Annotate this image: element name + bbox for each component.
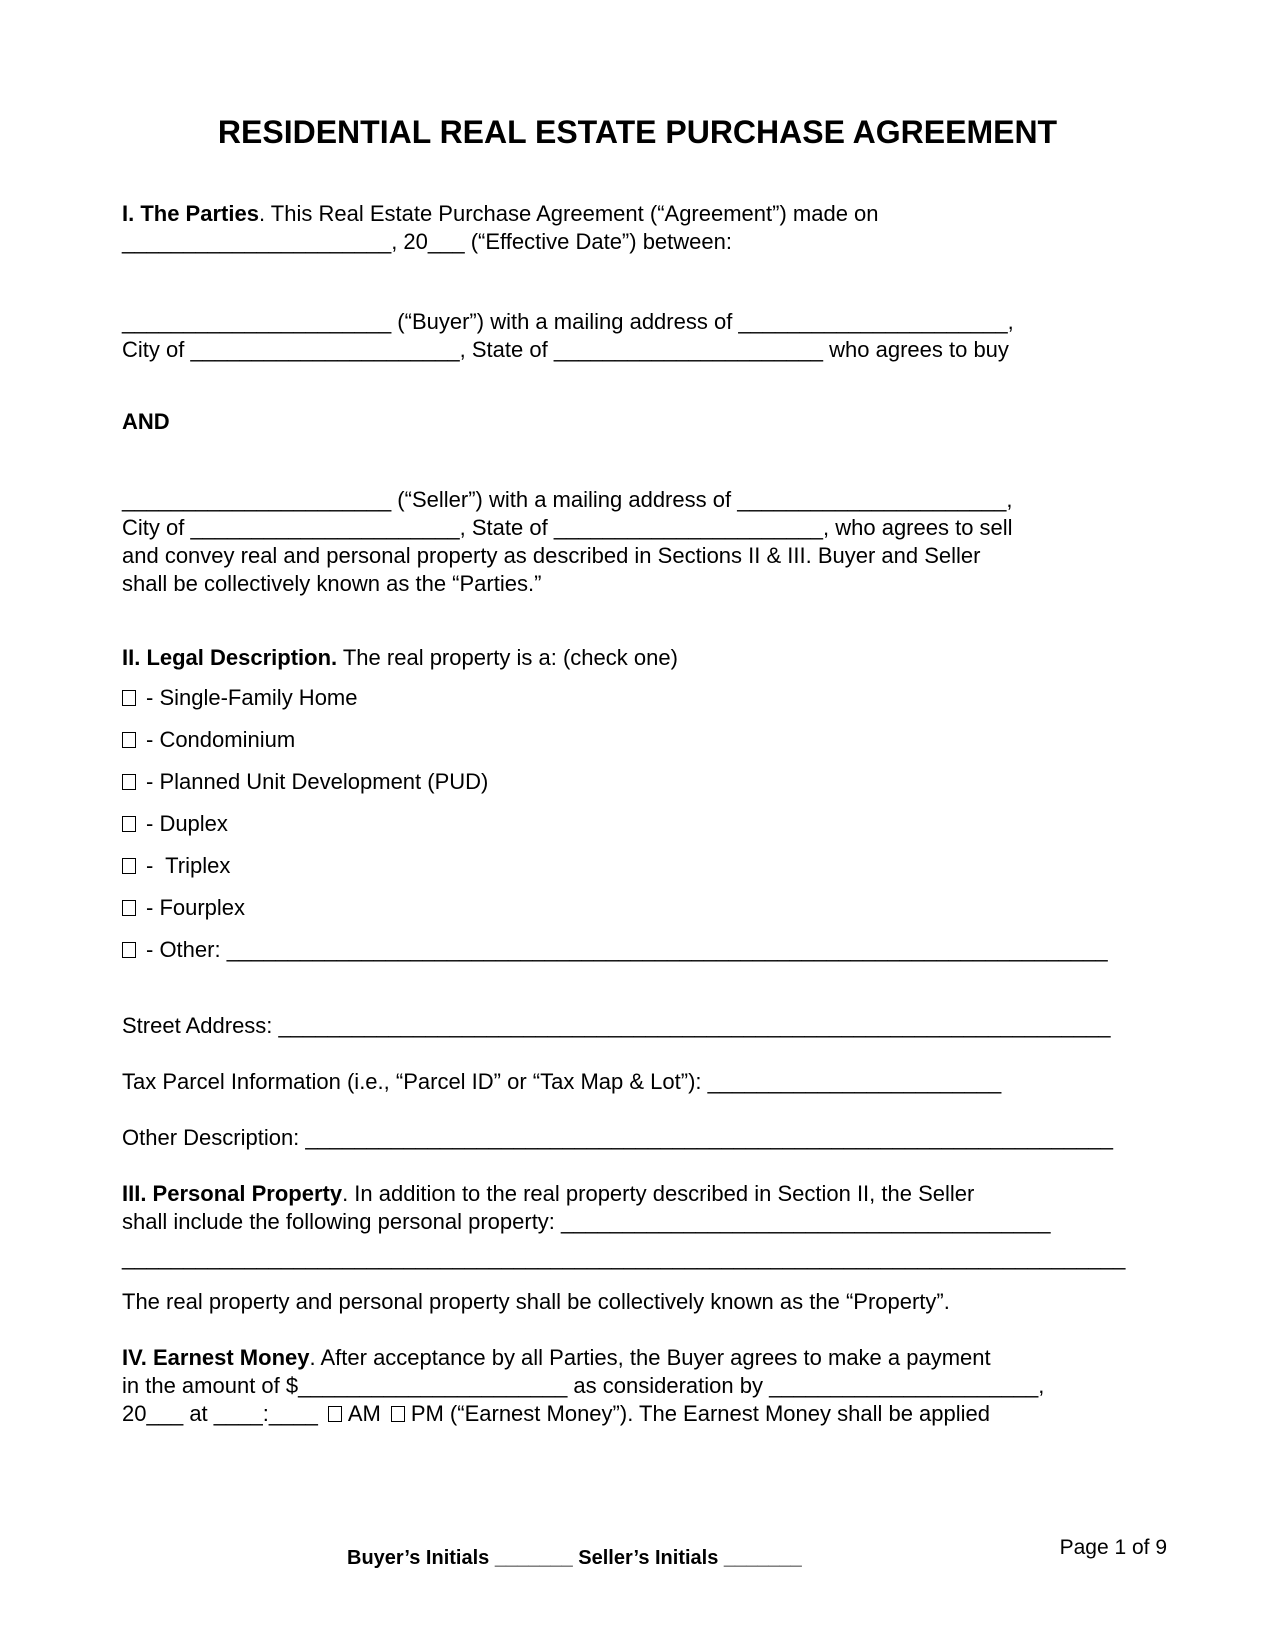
seller-paragraph	[122, 486, 1182, 598]
buyer-city-label: City of	[122, 337, 191, 362]
buyer-name-blank[interactable]: ______________________	[122, 309, 392, 334]
earnest-line-3-end: (“Earnest Money”). The Earnest Money shall be applied	[443, 1401, 991, 1426]
seller-state-label: , State of	[459, 515, 554, 540]
buyer-line-1	[122, 308, 1182, 336]
earnest-money-line-1	[122, 1344, 1182, 1372]
buyer-city-blank[interactable]: ______________________	[190, 337, 460, 362]
buyer-line-2	[122, 336, 1182, 364]
earnest-year-prefix: 20	[122, 1401, 147, 1426]
pm-label: PM	[410, 1401, 444, 1426]
seller-line-1-text: (“Seller”) with a mailing address of	[391, 487, 738, 512]
checkbox-fourplex[interactable]	[122, 900, 136, 916]
parties-line-2	[122, 228, 1182, 256]
personal-property-line-3	[122, 1244, 1182, 1272]
legal-description-heading: II. Legal Description.	[122, 645, 338, 670]
seller-address-blank[interactable]: ______________________	[737, 487, 1007, 512]
personal-property-heading: III. Personal Property	[122, 1181, 343, 1206]
personal-property-blank-2[interactable]: __________________________________________________________________________________	[122, 1245, 1126, 1270]
earnest-date-blank[interactable]: ______________________	[769, 1373, 1039, 1398]
sellers-initials-label: Seller’s Initials	[572, 1547, 724, 1569]
document-title: RESIDENTIAL REAL ESTATE PURCHASE AGREEMENT	[217, 114, 1058, 150]
parties-line-2-end: (“Effective Date”) between:	[464, 229, 732, 254]
earnest-minute-blank[interactable]: ____	[268, 1401, 318, 1426]
buyer-address-blank[interactable]: ______________________	[738, 309, 1008, 334]
other-description-blank[interactable]: __________________________________________________________________	[305, 1125, 1113, 1150]
buyer-line-1-text: (“Buyer”) with a mailing address of	[391, 309, 739, 334]
legal-option-other	[122, 936, 1182, 964]
seller-name-blank[interactable]: ______________________	[122, 487, 392, 512]
street-address-blank[interactable]: ____________________________________________________________________	[278, 1013, 1111, 1038]
earnest-money-heading: IV. Earnest Money	[122, 1345, 310, 1370]
personal-property-blank-1[interactable]: ________________________________________	[561, 1209, 1051, 1234]
property-note: The real property and personal property shall be collectively known as the “Property”.	[122, 1289, 950, 1314]
checkbox-single-family-home[interactable]	[122, 690, 136, 706]
tax-parcel-blank[interactable]: ________________________	[707, 1069, 1002, 1094]
seller-line-1-end: ,	[1006, 487, 1013, 512]
earnest-money-line-3	[122, 1400, 1182, 1428]
am-checkbox[interactable]	[328, 1406, 342, 1422]
legal-option-fourplex	[122, 894, 1182, 922]
legal-option-triplex	[122, 852, 1182, 880]
personal-property-line-2-text: shall include the following personal property:	[122, 1209, 562, 1234]
earnest-at-label: at	[183, 1401, 214, 1426]
and-label: AND	[122, 409, 170, 434]
footer-initials	[347, 1545, 802, 1571]
tax-parcel-line	[122, 1068, 1182, 1096]
seller-line-4: shall be collectively known as the “Parties.”	[122, 571, 542, 596]
earnest-hour-blank[interactable]: ____	[213, 1401, 263, 1426]
checkbox-other[interactable]	[122, 942, 136, 958]
checkbox-condominium[interactable]	[122, 732, 136, 748]
earnest-money-paragraph	[122, 1344, 1182, 1428]
buyer-state-label: , State of	[459, 337, 554, 362]
personal-property-line-2	[122, 1208, 1182, 1236]
parties-line-2-text: , 20	[391, 229, 428, 254]
earnest-consideration-label: as consideration by	[567, 1373, 770, 1398]
buyer-paragraph	[122, 308, 1182, 364]
legal-option-single-family-home	[122, 684, 1182, 712]
buyers-initials-label: Buyer’s Initials	[347, 1547, 495, 1569]
parties-line-1	[122, 200, 1182, 228]
earnest-time-colon: :	[262, 1401, 269, 1426]
street-address-label: Street Address:	[122, 1013, 279, 1038]
page-number: Page 1 of 9	[1059, 1536, 1167, 1559]
checkbox-pud[interactable]	[122, 774, 136, 790]
option-label: - Triplex	[146, 853, 231, 878]
earnest-year-blank[interactable]: ___	[146, 1401, 184, 1426]
personal-property-paragraph	[122, 1180, 1182, 1272]
legal-option-pud	[122, 768, 1182, 796]
legal-description-heading-line	[122, 644, 1182, 672]
street-address-line	[122, 1012, 1182, 1040]
legal-option-condominium	[122, 726, 1182, 754]
option-label: - Other:	[146, 937, 227, 962]
checkbox-triplex[interactable]	[122, 858, 136, 874]
document-content	[122, 112, 1182, 1428]
option-label: - Fourplex	[146, 895, 246, 920]
other-type-blank[interactable]: ________________________________________________________________________	[226, 937, 1108, 962]
seller-line-1	[122, 486, 1182, 514]
legal-option-duplex	[122, 810, 1182, 838]
seller-city-blank[interactable]: ______________________	[190, 515, 460, 540]
option-label: - Duplex	[146, 811, 228, 836]
checkbox-duplex[interactable]	[122, 816, 136, 832]
seller-line-2-end: , who agrees to sell	[823, 515, 1013, 540]
seller-city-label: City of	[122, 515, 191, 540]
tax-parcel-label: Tax Parcel Information (i.e., “Parcel ID” or “Tax Map & Lot”):	[122, 1069, 708, 1094]
earnest-amount-blank[interactable]: ______________________	[298, 1373, 568, 1398]
buyer-state-blank[interactable]: ______________________	[553, 337, 824, 362]
sellers-initials-blank[interactable]: _______	[723, 1547, 802, 1569]
parties-line-1-text: . This Real Estate Purchase Agreement (“Agreement”) made on	[258, 201, 879, 226]
pm-checkbox[interactable]	[391, 1406, 405, 1422]
earnest-money-line-1-text: . After acceptance by all Parties, the Buyer agrees to make a payment	[309, 1345, 991, 1370]
earnest-money-line-2	[122, 1372, 1182, 1400]
personal-property-line-1	[122, 1180, 1182, 1208]
legal-description-instruction: The real property is a: (check one)	[337, 645, 678, 670]
earnest-amount-label: in the amount of $	[122, 1373, 299, 1398]
buyers-initials-blank[interactable]: _______	[494, 1547, 573, 1569]
seller-line-2	[122, 514, 1182, 542]
other-description-line	[122, 1124, 1182, 1152]
other-description-label: Other Description:	[122, 1125, 306, 1150]
parties-paragraph	[122, 200, 1182, 256]
seller-state-blank[interactable]: ______________________	[553, 515, 824, 540]
personal-property-line-1-text: . In addition to the real property described in Section II, the Seller	[342, 1181, 975, 1206]
seller-line-3: and convey real and personal property as described in Sections II & III. Buyer and Seller	[122, 543, 981, 568]
buyer-line-1-end: ,	[1007, 309, 1014, 334]
effective-date-blank[interactable]: ______________________	[122, 229, 392, 254]
option-label: - Condominium	[146, 727, 296, 752]
effective-year-blank[interactable]: ___	[427, 229, 465, 254]
option-label: - Single-Family Home	[146, 685, 358, 710]
option-label: - Planned Unit Development (PUD)	[146, 769, 489, 794]
buyer-line-2-end: who agrees to buy	[823, 337, 1009, 362]
am-label: AM	[347, 1401, 381, 1426]
earnest-line-2-end: ,	[1038, 1373, 1045, 1398]
parties-heading: I. The Parties	[122, 201, 259, 226]
